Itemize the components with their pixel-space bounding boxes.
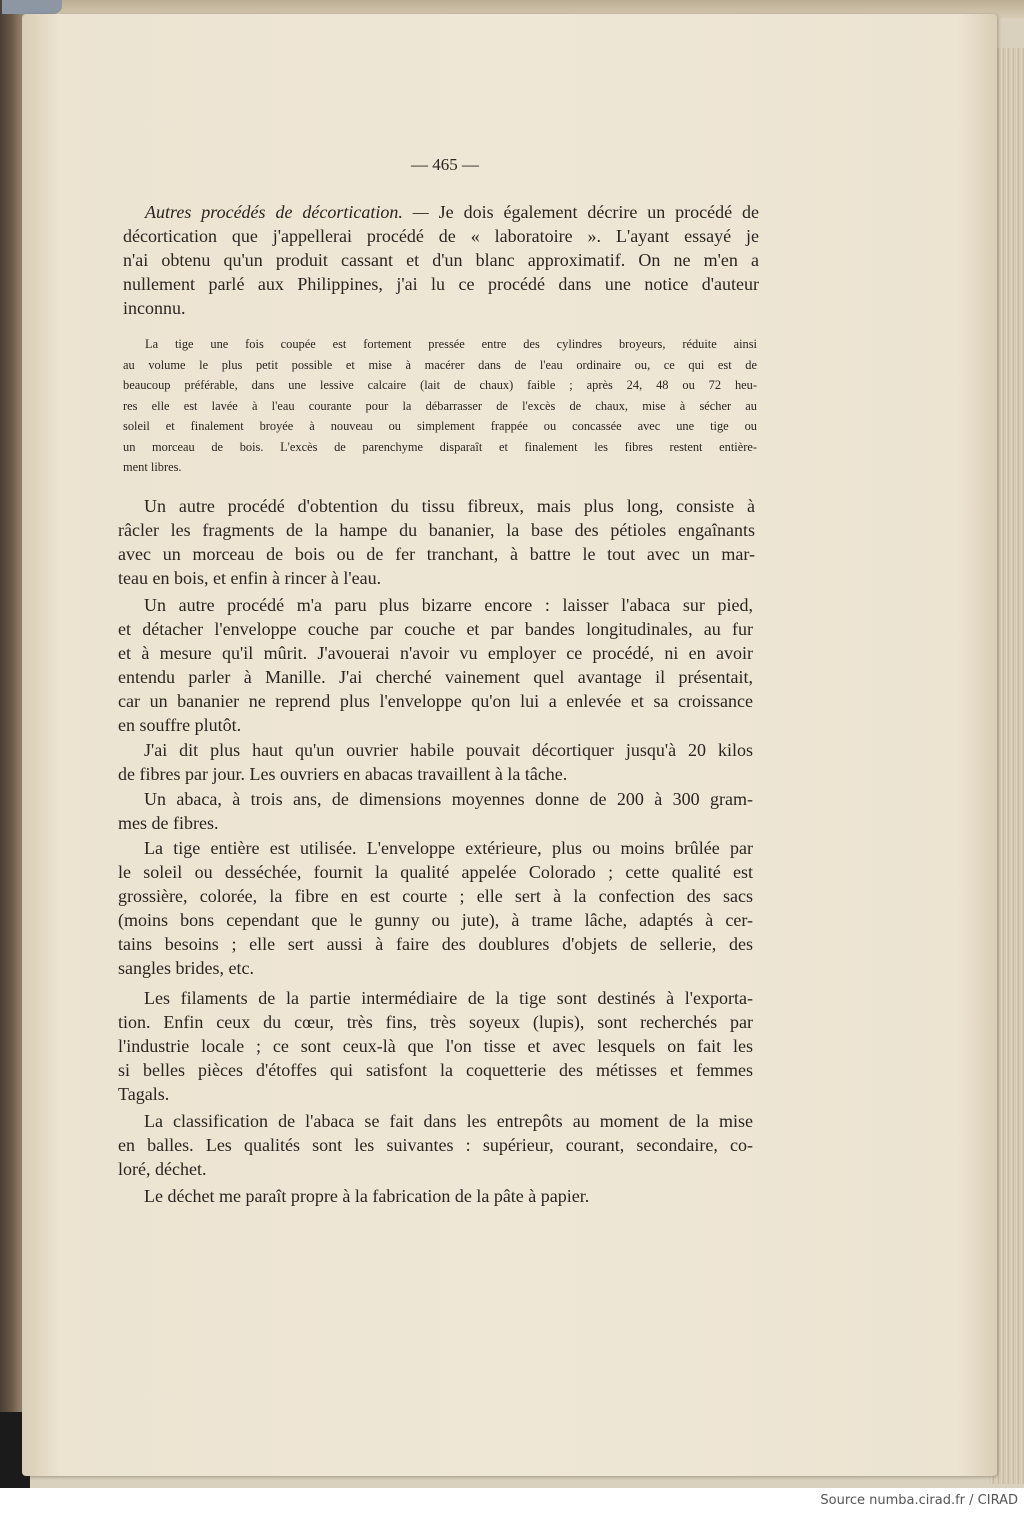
paragraph-line: le soleil ou desséchée, fournit la qualité appelée Colorado ; cette qualité est (118, 862, 753, 882)
paragraph-line: en souffre plutôt. (118, 715, 242, 735)
paragraph-line: La tige une fois coupée est fortement pressée entre des cylindres broyeurs, réduite ainsi (145, 337, 757, 351)
paragraph-line: avec un morceau de bois ou de fer tranchant, à battre le tout avec un mar- (118, 544, 755, 564)
paragraph-line: râcler les fragments de la hampe du bananier, la base des pétioles engaînants (118, 520, 755, 540)
paragraph-line: soleil et finalement broyée à nouveau ou simplement frappée ou concassée avec une tige ou (123, 419, 757, 433)
paragraph-line: beaucoup préférable, dans une lessive calcaire (lait de chaux) faible ; après 24, 48 ou 72 heu- (123, 378, 757, 392)
paragraph-line: Tagals. (118, 1084, 170, 1104)
paragraph-line: décortication que j'appellerai procédé de « laboratoire ». L'ayant essayé je (123, 226, 759, 246)
paragraph-line: Un abaca, à trois ans, de dimensions moyennes donne de 200 à 300 gram- (144, 789, 753, 809)
paragraph-other-procedure (118, 494, 755, 590)
paragraph-line: un morceau de bois. L'excès de parenchyme disparaît et finalement les fibres restent entière- (123, 439, 757, 454)
paragraph-line: entendu parler à Manille. J'ai cherché vainement quel avantage il présentait, (118, 667, 753, 687)
paragraph-decortication (123, 200, 759, 320)
binding-thread (2, 0, 62, 14)
paragraph-worker-output (118, 738, 753, 786)
paragraph-line: tains besoins ; elle sert aussi à faire des doublures d'objets de sellerie, des (118, 934, 753, 954)
paragraph-line: teau en bois, et enfin à rincer à l'eau. (118, 568, 382, 588)
paragraph-line: en balles. Les qualités sont les suivantes : supérieur, courant, secondaire, co- (118, 1135, 753, 1155)
paragraph-bizarre-procedure (118, 593, 753, 737)
source-credit: Source numba.cirad.fr / CIRAD (820, 1493, 1018, 1508)
paragraph-stem-usage (118, 836, 753, 980)
paragraph-line: car un bananier ne reprend plus l'enveloppe qu'on lui a enlevée et sa croissance (118, 691, 753, 711)
paragraph-line: Le déchet me paraît propre à la fabrication de la pâte à papier. (144, 1186, 590, 1206)
paragraph-line: grossière, colorée, la fibre en est courte ; elle sert à la confection des sacs (118, 886, 753, 906)
paragraph-line: nullement parlé aux Philippines, j'ai lu ce procédé dans une notice d'auteur (123, 274, 759, 294)
paragraph-line: J'ai dit plus haut qu'un ouvrier habile pouvait décortiquer jusqu'à 20 kilos (144, 740, 753, 760)
paragraph-waste (118, 1184, 753, 1208)
paragraph-classification (118, 1109, 753, 1181)
paragraph-line: res elle est lavée à l'eau courante pour la débarrasser de l'excès de chaux, mise à sécher au (123, 398, 757, 413)
paragraph-filaments (118, 986, 753, 1106)
paragraph-line: ment libres. (123, 460, 182, 474)
paragraph-line: mes de fibres. (118, 813, 219, 833)
paragraph-line: et détacher l'enveloppe couche par couche et par bandes longitudinales, au fur (118, 619, 753, 639)
paragraph-line: sangles brides, etc. (118, 958, 254, 978)
paragraph-line: de fibres par jour. Les ouvriers en abacas travaillent à la tâche. (118, 764, 568, 784)
paragraph-line: l'industrie locale ; ce sont ceux-là que l'on tisse et avec lesquels on fait les (118, 1036, 753, 1056)
paragraph-line: et à mesure qu'il mûrit. J'avouerai n'avoir vu employer ce procédé, ni en avoir (118, 643, 753, 663)
paragraph-yield (118, 787, 753, 835)
paragraph-line: Autres procédés de décortication. — Je dois également décrire un procédé de (145, 202, 759, 222)
paragraph-line: La classification de l'abaca se fait dans les entrepôts au moment de la mise (144, 1111, 753, 1131)
paragraph-line: si belles pièces d'étoffes qui satisfont la coquetterie des métisses et femmes (118, 1060, 753, 1080)
paragraph-line: (moins bons cependant que le gunny ou jute), à trame lâche, adaptés à cer- (118, 910, 753, 930)
paragraph-line: n'ai obtenu qu'un produit cassant et d'un blanc approximatif. On ne m'en a (123, 250, 759, 270)
quoted-procedure (123, 334, 757, 478)
section-heading: Autres procédés de décortication. — (145, 202, 429, 222)
paragraph-line: tion. Enfin ceux du cœur, très fins, très soyeux (lupis), sont recherchés par (118, 1012, 753, 1032)
paragraph-line: inconnu. (123, 298, 186, 318)
paragraph-line: au volume le plus petit possible et mise à macérer dans de l'eau ordinaire ou, ce qui est de (123, 357, 757, 372)
paragraph-line: Les filaments de la partie intermédiaire de la tige sont destinés à l'exporta- (144, 988, 753, 1008)
paragraph-line: Un autre procédé m'a paru plus bizarre encore : laisser l'abaca sur pied, (144, 595, 753, 615)
paragraph-line: loré, déchet. (118, 1159, 207, 1179)
paragraph-line: La tige entière est utilisée. L'enveloppe extérieure, plus ou moins brûlée par (144, 838, 753, 858)
paragraph-line: Un autre procédé d'obtention du tissu fibreux, mais plus long, consiste à (144, 496, 755, 516)
page-number: — 465 — (411, 155, 479, 174)
